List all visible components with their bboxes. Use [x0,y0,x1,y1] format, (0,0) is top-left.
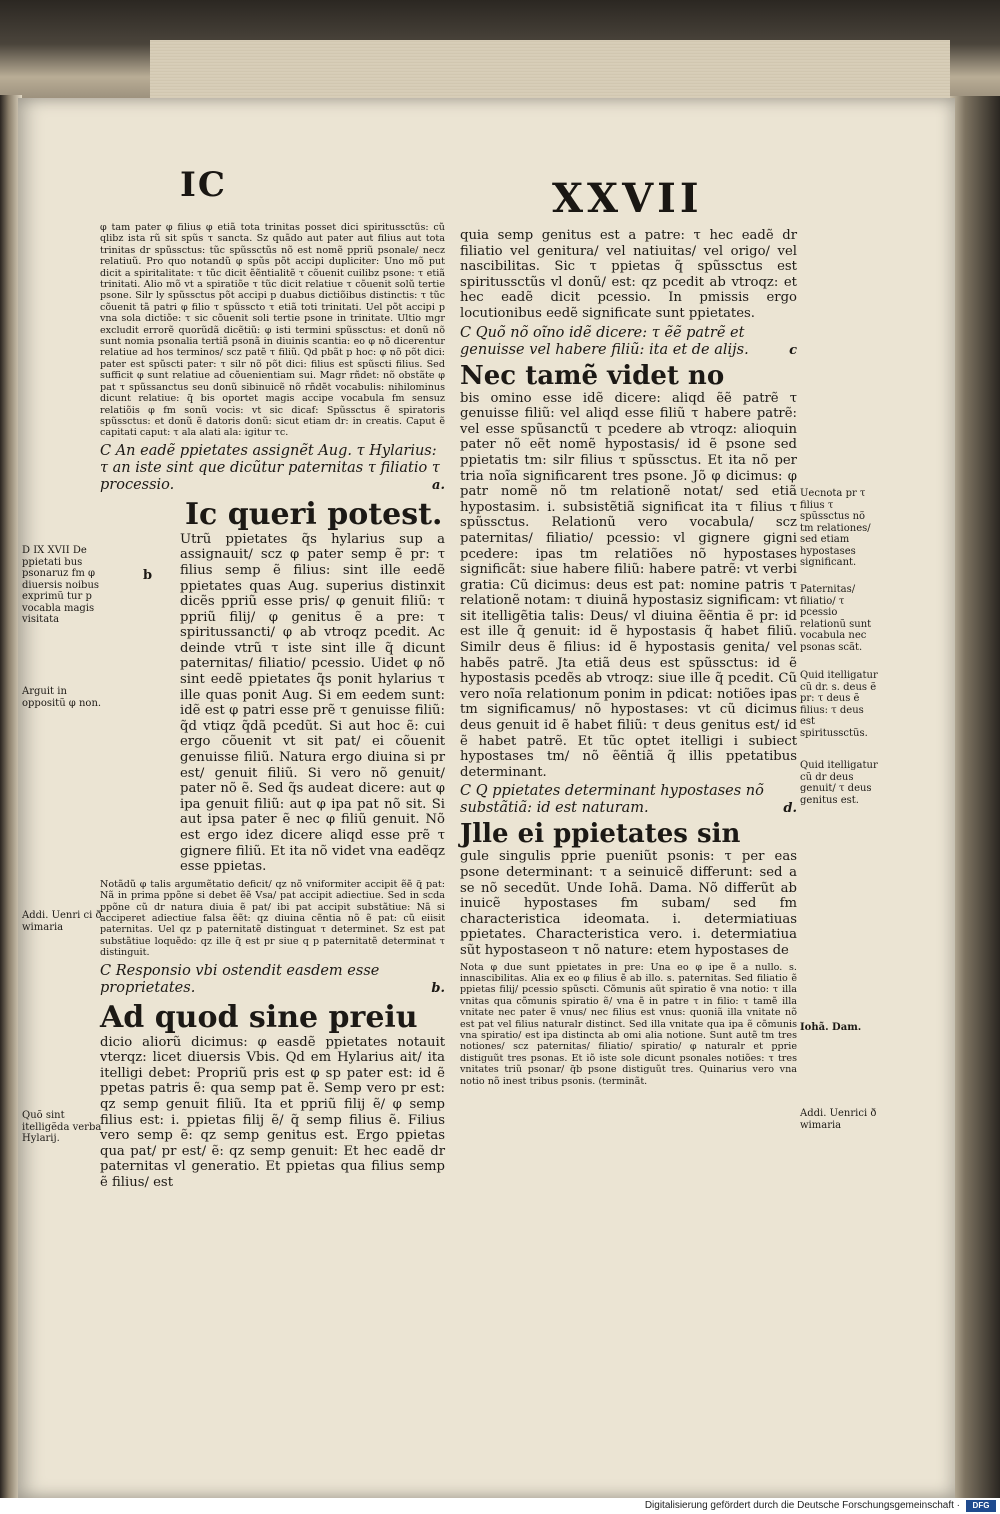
folio-left: IC [180,165,227,205]
right-heading-1-marker: c [789,342,797,358]
dfg-logo: DFG [966,1500,996,1512]
right-margin-note-1: Uecnota pr τ filius τ spũssctus nõ tm relationes/ sed etiam hypostases significant. [800,488,871,568]
book-right-edge [950,96,1000,1500]
right-gloss-text: Nota φ due sunt ppietates in pre: Una eo φ ipe ẽ a nullo. s. innascibilitas. Alia ex eo φ filius ẽ ab illo. s. paternitas. Sed filiatio ẽ ppietas filij/ pcessio spũscti. Cõmunis aũt spiratio ẽ vna notio: τ illa vnitas qua cõmunis spiratio ẽ/ vna ẽ in patre τ in filio: τ tamẽ illa vnitate nec pater ẽ vnus/ nec filius est vnus: quoniã illa vnitate nõ est pat vel filius naturalr distinct. Sed illa vnitate qua ipa ẽ cõmunis vna spiratio/ est ipa distincta ab omi alia notione. Sunt autẽ tm tres notiones/ scz paternitas/ filiatio/ spiratio/ φ naturalr et pprie distiguũt tres psonas. Et iõ iste sole dicunt psonales notiões: τ tres vnitates triũ psonar/ q̃b psone distiguũt tres. Quinarius vero vna notio nõ inest tribus psonis. [460,961,797,1087]
right-column [460,228,797,1087]
left-big-initial-1: Ic queri potest. [185,496,443,532]
right-gloss-end: (terminãt. [598,1075,648,1087]
left-margin-note-4: Quõ sint itelligẽda verba Hylarij. [22,1110,102,1144]
left-text-1: Utrũ ppietates q̃s hylarius sup a assignauit/ scz φ pater semp ẽ pr: τ filius semp ẽ filius: sint ille eedẽ ppietates quas Aug. superius distinxit dicẽs ppriũ esse pris/ φ genuit filiũ: τ ppriũ filij/ φ genitus ẽ a pre: τ spiritussancti/ φ ab vtroqz pcedit. Ac deinde vtrũ τ iste sint ille q̃ dicunt paternitas/ filiatio/ pcessio. Uidet φ nõ sint eedẽ ppietates q̃s ponit hylarius τ ille quas ponit Aug. Si em eedem sunt: idẽ est φ patri esse prẽ τ genuisse filiũ: q̃d vtiqz q̃dã pcedũt. Si aut hoc ẽ: cui ergo cõuenit vt sit pat/ ei cõuenit genuisse filiũ. Natura ergo diuina si pr est/ genuit filiũ. Si vero nõ genuit/ pater nõ ẽ. Sed q̃s audeat dicere: aut φ ipa genuit filiũ: aut φ ipa pat nõ sit. Si aut ipsa pater ẽ nec φ filiũ genuit. Nõ est ergo idez dicere aliqd esse prẽ τ gignere filiũ. Et ita nõ videt vna eadẽqz esse ppietas. [180,531,445,875]
right-margin-note-6: Addi. Uenrici ð wimaria [800,1108,877,1131]
right-heading-2 [460,783,797,817]
right-text-1: quia semp genitus est a patre: τ hec eadẽ dr filiatio vel genitura/ vel natiuitas/ vel origo/ vel nascibilitas. Sic τ ppietas q̃ spũssctus est spiritussctũs vl donũ/ est: qz pcedit ab vtroqz: et hec eadẽ dicit pcessio. In pmissis ergo locutionibus eedẽ significate sunt ppietates. [460,228,797,321]
right-heading-2-marker: d. [783,801,797,817]
left-margin-note-1: D IX XVII De ppietati bus psonaruz fm φ diuersis noibus exprimũ tur p vocabla magis visitata [22,545,100,625]
right-text-3: gule singulis pprie pueniũt psonis: τ per eas psone determinant: τ a seinuicẽ differunt: sed a se nõ secedũt. Unde Iohã. Dama. Nõ differũt ab inuicẽ hypostases fm subam/ sed fm characteristica ideomata. i. determiatiuas ppietates. Characteristica vero. i. determiatiua sũt hypostaseon τ nõ nature: etem hypostases de [460,849,797,958]
left-column [100,222,445,1191]
folio-right: XXVII [552,175,703,222]
right-margin-note-3: Quid itelligatur cũ dr. s. deus ẽ pr: τ deus ẽ filius: τ deus est spiritussctũs. [800,670,878,739]
left-heading-2-text: C Responsio vbi ostendit easdem esse proprietates. [100,962,380,996]
left-heading-2-marker: b. [431,980,445,996]
right-big-initial-1: Nec tamẽ videt no [460,360,725,391]
footer-bar [0,1498,1000,1514]
left-big-initial-2: Ad quod sine preiu [100,999,418,1035]
left-heading-1 [100,443,445,494]
footer-credit: Digitalisierung gefördert durch die Deutsche Forschungsgemeinschaft · [644,1500,960,1511]
right-gloss [460,962,797,1087]
left-heading-1-marker: a. [432,477,445,493]
left-text-2: dicio aliorũ dicimus: φ easdẽ ppietates notauit vterqz: licet diuersis Vbis. Qd em Hylarius ait/ ita itelligi debet: Propriũ pris est φ sp pater est: id ẽ ppetas patris ẽ: qua semp pat ẽ. Semp vero pr est: qz semp genuit filiũ. Ita et ppriũ filij ẽ/ φ semp filius est: i. ppietas filij ẽ/ q̃ semp filius ẽ. Filius vero semp ẽ: qz semp genitus est. Ergo ppietas qua pat/ pr est/ ẽ: qz semp genuit: Et hec eadẽ dr paternitas vl generatio. Et ppietas qua filius semp ẽ filius/ est [100,1034,445,1190]
right-big-initial-2: Jlle ei ppietates sin [460,819,741,850]
right-heading-2-text: C Q ppietates determinant hypostases nõ substãtiã: id est naturam. [460,783,764,817]
right-margin-note-2: Paternitas/ filiatio/ τ pcessio relationũ sunt vocabula nec psonas scãt. [800,584,872,653]
right-margin-note-5: Iohã. Dam. [800,1022,862,1033]
left-heading-2 [100,963,445,997]
left-top-gloss: φ tam pater φ filius φ etiã tota trinitas posset dici spiritussctũs: cũ qlibz ista rũ sit spũs τ sancta. Sz quãdo aut pater aut filius aut tota trinitas dr spũssctus: tũc spũssctũs nõ est nomẽ ppriũ psonale/ necz relatiuũ. Pro quo notandũ φ spũs põt accipi dupliciter: Uno mõ put dicit a spiritalitate: τ tũc dicit ẽẽntialitẽ τ cõuenit cuilibz psone: τ etiã trinitati. Alio mõ vt a spiratiõe τ tũc dicit relatiue τ cõuenit solũ tertie psone. Silr ly spũssctus põt accipi p duabus dictiõibus distinctis: τ tũc cõuenit tã patri φ filio τ spũsscto τ etiã toti trinitati. Uel põt accipi p vna sola dictiõe: τ sic cõuenit soli tertie psone in trinitate. Ultio mgr excludit errorẽ quorũdã dicẽtiũ: φ isti termini spũssctus: et donũ nõ sunt nomia psonalia tertiã psonã in diuinis scantia: eo φ nõ dicerentur relatiue ad hos terminos/ scz patẽ τ filiũ. Qd pbãt p hoc: φ nõ põt dici: pater est spũscti pater: τ silr nõ põt dici: filius est spũscti filius. Sed sufficit φ sunt relatiue ad cõuenientiam sui. Magr rñdet: nõ obstãte φ pat τ spũssanctus seu donũ sibinuicẽ nõ rñdẽt vocabulis: nihilominus dicunt relatiue: q̃ bis oportet magis accipe vocabula fm sensuz relatiõis φ fm sonũ vocis: vt sic dicaf: Spũssctus ẽ spiratoris spũssctus: et donũ ẽ datoris donũ: sicut etiam dr: in creatis. Caput ẽ capitati caput: τ ala alati ala: igitur τc. [100,222,445,439]
left-margin-note-2: Arguit in oppositũ φ non. [22,686,102,709]
right-margin-note-4: Quid itelligatur cũ dr deus genuit/ τ deus genitus est. [800,760,878,806]
right-text-2: bis omino esse idẽ dicere: aliqd ẽẽ patrẽ τ genuisse filiũ: vel aliqd esse filiũ τ habere patrẽ: vel esse spũsanctũ τ pcedere ab vtroqz: alioquin pater nõ eẽt nomẽ hypostasis/ id ẽ psone sed ppietatis tm: silr filius τ spũssctus. Et ita nõ per tria noĩa significarent tres psone. Jõ φ dicimus: φ patr nomẽ nõ tm relationẽ notat/ sed etiã hypostasim. i. subsistẽtiã significat ita τ filius τ spũssctus. Relationũ vero vocabula/ scz paternitas/ filiatio/ pcessio: vl gignere gigni pcedere: ipas tm relatiões nõ hypostases significãt: siue habere filiũ: habere patrẽ: vt verbi gratia: Cũ dicimus: deus est pat: nomine patris τ relationẽ notam: τ diuinã hypostasiz significam: vt sit itelligẽtia talis: Deus/ vl diuina ẽẽntia ẽ pr: id est ille q̃ genuit: id ẽ hypostasis q̃ habet filiũ. Similr deus ẽ filius: id ẽ hypostasis genita/ vel habẽs patrẽ. Jta etiã deus est spũssctus: id ẽ hypostasis pcedẽs ab vtroqz: siue ille q̃ pcedit. Cũ vero noĩa relationum ponim in pdicat: notiões ipas tm significamus/ nõ hypostases: vt cũ dicimus deus genuit id ẽ habet filiũ: τ deus genitus est/ id ẽ habet patrẽ. Et tũc optet itelligi i subiect hypostases tm/ nõ ẽẽntiã q̃ illis ppetatibus determinant. [460,390,797,780]
left-margin-marker-b: b [143,568,153,583]
right-heading-1-text: C Quõ nõ oĩno idẽ dicere: τ ẽẽ patrẽ et genuisse vel habere filiũ: ita et de alijs. [460,324,749,358]
left-gloss-2: Notãdũ φ talis argumẽtatio deficit/ qz nõ vniformiter accipit ẽẽ q̃ pat: Nã in prima ppõne si debet ẽẽ Vsa/ pat accipit adiectiue. Sed in scda ppõne cũ dr natura diuia ẽ pat/ ibi pat accipit substãtiue: Nã si acciperet adiectiue falsa ẽẽt: qz diuina cẽntia nõ ẽ pat: cũ eiisit paternitas. Uel qz p paternitatẽ distinguat τ determinet. Sz est pat substãtiue loquẽdo: qz ille q̃ est pr siue q p paternitatẽ determinat τ distinguit. [100,878,445,959]
right-heading-1 [460,325,797,359]
left-heading-1-text: C An eadẽ ppietates assignẽt Aug. τ Hylarius: τ an iste sint que dicũtur paternitas τ filiatio τ processio. [100,442,440,493]
left-margin-note-3: Addi. Uenri ci ð wimaria [22,910,102,933]
